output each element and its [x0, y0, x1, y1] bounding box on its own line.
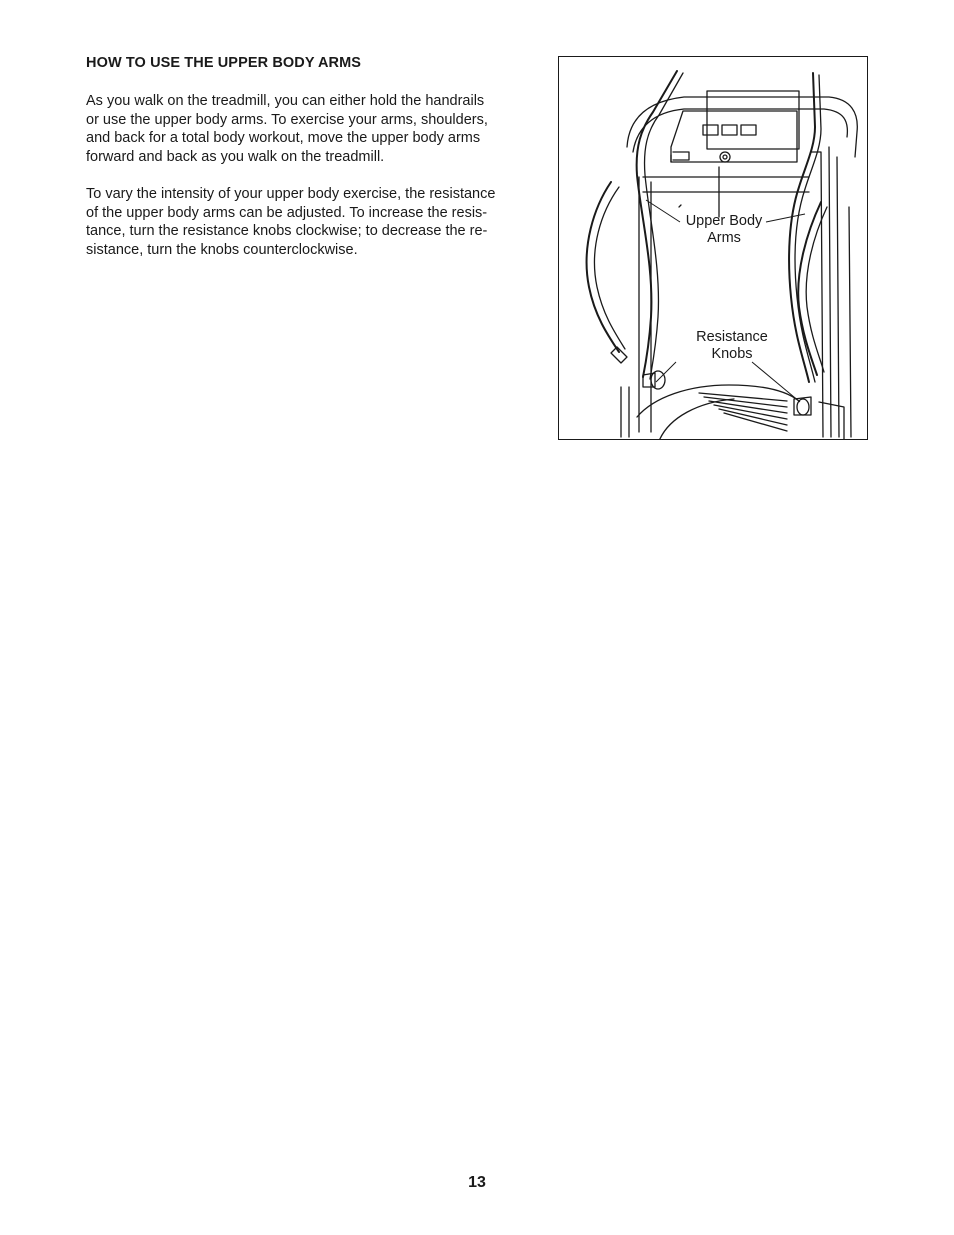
- callout-upper-body-arms: [680, 213, 768, 247]
- leader-line-left-knob: [656, 362, 676, 382]
- leader-line-right-arm: [766, 214, 805, 222]
- callout-line: Upper Body: [685, 213, 763, 229]
- paragraph-line: To vary the intensity of your upper body exercise, the resistance: [86, 186, 496, 202]
- paragraph-line: tance, turn the resistance knobs clockwise; to decrease the re-: [86, 223, 488, 240]
- paragraph-line: sistance, turn the knobs counterclockwise.: [86, 241, 358, 258]
- paragraph-line: As you walk on the treadmill, you can either hold the handrails: [86, 93, 485, 109]
- callout-line: Arms: [707, 230, 741, 246]
- paragraph-line: and back for a total body workout, move the upper body arms: [86, 130, 481, 147]
- paragraph-line: forward and back as you walk on the treadmill.: [86, 148, 385, 165]
- callout-line: Resistance: [696, 329, 768, 345]
- leader-line-right-knob: [752, 362, 800, 402]
- section-heading: HOW TO USE THE UPPER BODY ARMS: [86, 55, 362, 71]
- page-number: 13: [468, 1174, 486, 1191]
- paragraph-line: of the upper body arms can be adjusted. To increase the resis-: [86, 204, 488, 221]
- callout-line: Knobs: [711, 346, 753, 362]
- paragraph-line: or use the upper body arms. To exercise your arms, shoulders,: [86, 111, 488, 128]
- callout-resistance-knobs: [686, 329, 778, 363]
- leader-line-left-arm: [646, 200, 680, 222]
